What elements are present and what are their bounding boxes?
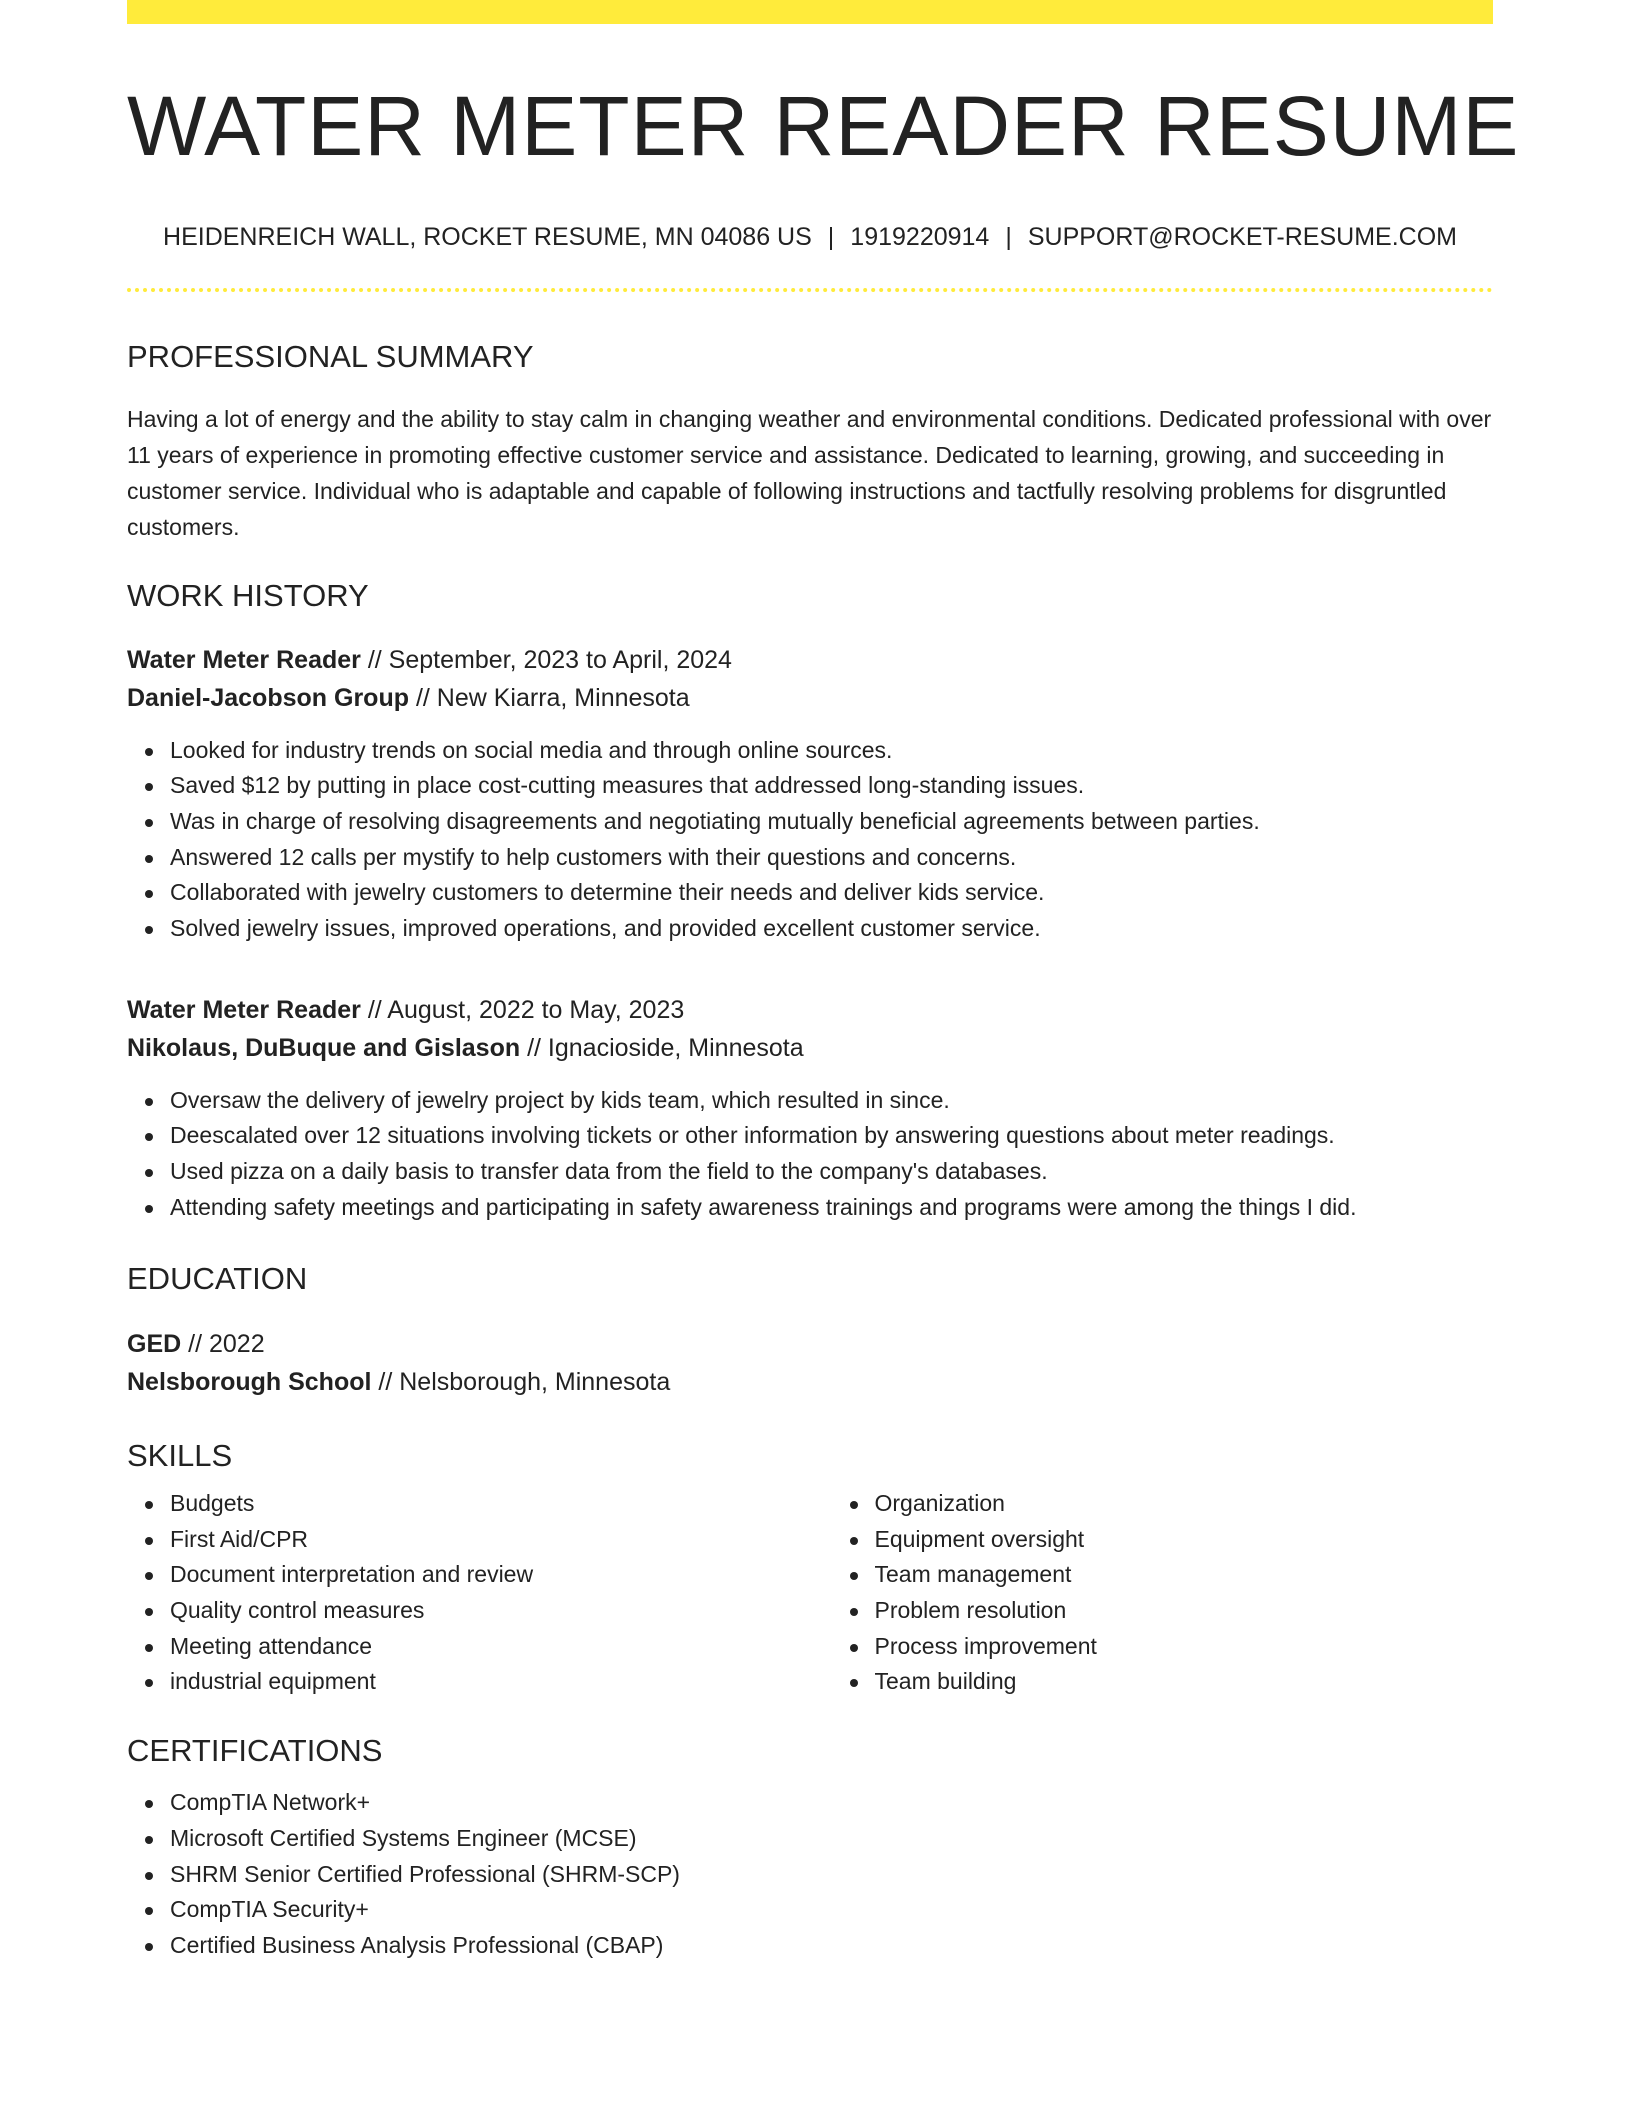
education-location: // Nelsborough, Minnesota	[378, 1367, 671, 1396]
list-item: Was in charge of resolving disagreements and negotiating mutually beneficial agreements between parties.	[170, 804, 1493, 840]
list-item: Document interpretation and review	[170, 1557, 789, 1593]
contact-line	[127, 222, 1493, 252]
job-title-line	[127, 641, 1493, 679]
contact-address: HEIDENREICH WALL, ROCKET RESUME, MN 04086 US	[163, 223, 812, 252]
resume-title: WATER METER READER RESUME	[127, 79, 1520, 173]
summary-text: Having a lot of energy and the ability to stay calm in changing weather and environmental conditions. Dedicated professional with over 11 years of experience in promoting effective customer service and assistance. Dedicated to learning, growing, and succeeding in customer service. Individual who is adaptable and capable of following instructions and tactfully resolving problems for disgruntled customers.	[127, 406, 1492, 541]
list-item: Budgets	[170, 1486, 789, 1522]
education-degree-line	[127, 1325, 1493, 1363]
contact-separator: |	[1005, 223, 1012, 252]
list-item: Saved $12 by putting in place cost-cutting measures that addressed long-standing issues.	[170, 768, 1493, 804]
summary-heading: PROFESSIONAL SUMMARY	[127, 339, 534, 375]
education-year: // 2022	[188, 1329, 265, 1358]
job-location: // New Kiarra, Minnesota	[415, 683, 690, 712]
job-title: Water Meter Reader	[127, 645, 361, 674]
list-item: CompTIA Security+	[170, 1892, 1493, 1928]
resume-page	[127, 0, 1520, 1964]
list-item: CompTIA Network+	[170, 1785, 1493, 1821]
certifications-list	[127, 1785, 1493, 1964]
list-item: Team building	[875, 1664, 1494, 1700]
list-item: SHRM Senior Certified Professional (SHRM-SCP)	[170, 1857, 1493, 1893]
list-item: Collaborated with jewelry customers to determine their needs and deliver kids service.	[170, 875, 1493, 911]
job-company-line	[127, 1029, 1493, 1067]
job-bullets	[127, 733, 1493, 947]
list-item: industrial equipment	[170, 1664, 789, 1700]
list-item: Solved jewelry issues, improved operations, and provided excellent customer service.	[170, 911, 1493, 947]
top-accent-bar	[127, 0, 1493, 24]
education-school-line	[127, 1363, 1493, 1401]
list-item: Process improvement	[875, 1629, 1494, 1665]
list-item: Organization	[875, 1486, 1494, 1522]
contact-phone: 1919220914	[850, 223, 990, 252]
job-title-line	[127, 991, 1493, 1029]
list-item: Quality control measures	[170, 1593, 789, 1629]
list-item: Problem resolution	[875, 1593, 1494, 1629]
header-divider	[127, 288, 1493, 292]
job-title: Water Meter Reader	[127, 995, 361, 1024]
job-location: // Ignacioside, Minnesota	[527, 1033, 804, 1062]
list-item: Deescalated over 12 situations involving tickets or other information by answering questions about meter readings.	[170, 1118, 1493, 1154]
list-item: Looked for industry trends on social media and through online sources.	[170, 733, 1493, 769]
list-item: Oversaw the delivery of jewelry project by kids team, which resulted in since.	[170, 1083, 1493, 1119]
list-item: Answered 12 calls per mystify to help customers with their questions and concerns.	[170, 840, 1493, 876]
job-company: Daniel-Jacobson Group	[127, 683, 409, 712]
job-dates: // August, 2022 to May, 2023	[367, 995, 685, 1024]
list-item: Meeting attendance	[170, 1629, 789, 1665]
skills-list-right	[832, 1486, 1494, 1700]
list-item: Equipment oversight	[875, 1522, 1494, 1558]
list-item: Certified Business Analysis Professional (CBAP)	[170, 1928, 1493, 1964]
education-heading: EDUCATION	[127, 1260, 308, 1296]
skills-list-left	[127, 1486, 789, 1700]
skills-columns	[127, 1486, 1493, 1700]
job-company-line	[127, 679, 1493, 717]
contact-separator: |	[827, 223, 835, 252]
skills-heading: SKILLS	[127, 1437, 233, 1473]
job-entry	[127, 641, 1493, 947]
job-dates: // September, 2023 to April, 2024	[367, 645, 732, 674]
education-degree: GED	[127, 1329, 182, 1358]
list-item: Attending safety meetings and participating in safety awareness trainings and programs were among the things I did.	[170, 1190, 1493, 1226]
job-entry	[127, 991, 1493, 1226]
job-bullets	[127, 1083, 1493, 1226]
list-item: Used pizza on a daily basis to transfer data from the field to the company's databases.	[170, 1154, 1493, 1190]
education-entry	[127, 1325, 1493, 1401]
list-item: Team management	[875, 1557, 1494, 1593]
work-history-heading: WORK HISTORY	[127, 578, 369, 614]
list-item: Microsoft Certified Systems Engineer (MCSE)	[170, 1821, 1493, 1857]
education-school: Nelsborough School	[127, 1367, 372, 1396]
contact-email: SUPPORT@ROCKET-RESUME.COM	[1027, 223, 1457, 252]
job-company: Nikolaus, DuBuque and Gislason	[127, 1033, 521, 1062]
list-item: First Aid/CPR	[170, 1522, 789, 1558]
certifications-heading: CERTIFICATIONS	[127, 1733, 383, 1769]
